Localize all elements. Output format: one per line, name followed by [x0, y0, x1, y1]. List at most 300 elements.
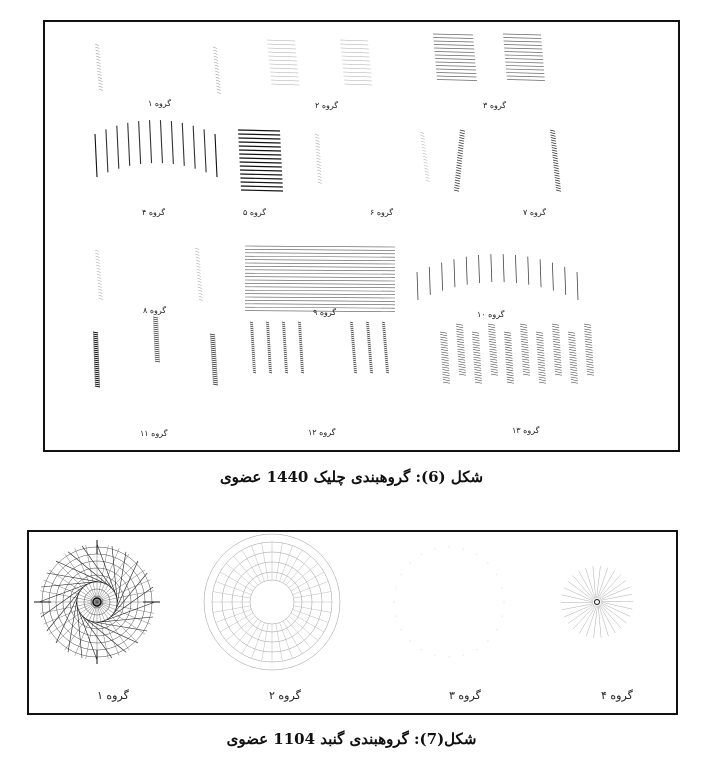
bar-member — [245, 266, 395, 267]
strip-member — [351, 336, 354, 337]
strip-member — [460, 135, 465, 136]
strip-member — [368, 346, 371, 347]
strip-member — [552, 324, 559, 325]
strip-member — [369, 364, 372, 365]
strip-member — [94, 352, 99, 353]
strip-member — [538, 357, 545, 358]
strip-member — [154, 339, 159, 340]
strip-member — [554, 170, 559, 171]
strip-member — [474, 362, 481, 363]
strip-member — [425, 177, 429, 179]
strip-member — [155, 353, 160, 354]
strip-member — [153, 325, 158, 326]
strip-member — [570, 370, 577, 371]
bar-member — [245, 294, 395, 295]
strip-member — [457, 334, 464, 335]
ring-line — [476, 649, 477, 650]
strip-member — [441, 342, 448, 343]
strip-member — [299, 334, 302, 335]
radial-member — [216, 581, 252, 594]
strip-member — [538, 370, 545, 371]
strip-member — [571, 377, 578, 378]
strip-member — [367, 336, 370, 337]
strip-member — [351, 338, 354, 339]
radial-member — [293, 581, 329, 594]
strip-member — [551, 140, 556, 141]
radial-member — [276, 624, 283, 661]
bar-member — [269, 60, 297, 61]
strip-member — [300, 354, 303, 355]
strip-member — [212, 360, 217, 361]
radial-member — [564, 604, 594, 617]
strip-member — [300, 360, 303, 361]
group-label-3: گروه ۳ — [483, 101, 507, 110]
strip-member — [266, 322, 269, 323]
strip-member — [367, 334, 370, 335]
strip-member — [504, 335, 511, 336]
strip-member — [553, 334, 560, 335]
bar-member — [239, 150, 281, 151]
strip-member — [267, 338, 270, 339]
strip-member — [504, 340, 511, 341]
strip-member — [584, 324, 591, 325]
strip-member — [473, 355, 480, 356]
strip-member — [368, 350, 371, 351]
strip-member — [253, 370, 256, 371]
strip-member — [505, 347, 512, 348]
strip-member — [98, 289, 102, 291]
strip-member — [213, 378, 218, 379]
radial-member — [597, 566, 601, 598]
strip-member — [570, 360, 577, 361]
group-label-7: گروه ۷ — [523, 208, 547, 217]
strip-member — [213, 384, 218, 385]
strip-member — [553, 160, 558, 161]
strip-member — [457, 337, 464, 338]
strip-member — [489, 334, 496, 335]
radial-member — [562, 595, 593, 602]
strip-member — [154, 335, 159, 336]
strip-member — [458, 155, 463, 156]
strip-member — [550, 133, 555, 134]
strip-member — [522, 349, 529, 350]
strip-member — [584, 329, 591, 330]
strip-member — [386, 366, 389, 367]
strip-member — [199, 296, 203, 298]
strip-member — [382, 324, 385, 325]
strip-member — [250, 322, 253, 323]
bar-member — [241, 182, 283, 183]
strip-member — [473, 345, 480, 346]
strip-member — [554, 359, 561, 360]
strip-member — [285, 370, 288, 371]
arch-member — [454, 259, 455, 287]
bar-member — [503, 34, 541, 35]
dome-group-label-4: گروه ۴ — [601, 689, 633, 702]
strip-member — [353, 364, 356, 365]
strip-member — [554, 173, 559, 174]
arch-member — [503, 254, 504, 282]
strip-member — [155, 355, 160, 356]
strip-member — [459, 145, 464, 146]
strip-member — [368, 352, 371, 353]
strip-member — [490, 354, 497, 355]
strip-member — [216, 77, 220, 79]
strip-member — [442, 362, 449, 363]
strip-member — [269, 364, 272, 365]
group-label-6: گروه ۶ — [370, 208, 394, 217]
arch-member — [491, 254, 492, 282]
strip-member — [210, 334, 215, 335]
strip-member — [538, 365, 545, 366]
strip-member — [421, 138, 425, 140]
strip-member — [555, 369, 562, 370]
strip-member — [197, 275, 201, 277]
strip-member — [354, 366, 357, 367]
radial-member — [226, 616, 255, 640]
bar-member — [270, 68, 298, 69]
strip-member — [384, 348, 387, 349]
strip-member — [251, 340, 254, 341]
strip-member — [315, 137, 319, 139]
strip-member — [196, 266, 200, 268]
strip-member — [97, 280, 101, 282]
bar-member — [271, 76, 299, 77]
group-label-9: گروه ۹ — [313, 308, 337, 317]
strip-member — [154, 341, 159, 342]
strip-member — [536, 332, 543, 333]
strip-member — [370, 368, 373, 369]
strip-member — [154, 347, 159, 348]
figure-7-caption: شکل(7): گروهبندی گنبد 1104 عضوی — [226, 730, 477, 748]
strip-member — [552, 332, 559, 333]
radial-member — [564, 588, 593, 601]
strip-member — [568, 332, 575, 333]
strip-member — [215, 68, 219, 70]
strip-member — [538, 360, 545, 361]
strip-member — [367, 332, 370, 333]
arch-member — [182, 123, 184, 166]
strip-member — [155, 351, 160, 352]
radial-member — [289, 616, 318, 640]
bar-member — [342, 60, 370, 61]
strip-member — [99, 89, 103, 91]
strip-member — [212, 366, 217, 367]
strip-member — [384, 344, 387, 345]
strip-member — [267, 336, 270, 337]
figure-7-panel — [27, 530, 678, 715]
strip-member — [284, 354, 287, 355]
bar-member — [434, 41, 474, 42]
strip-member — [459, 138, 464, 139]
arch-member — [528, 257, 529, 285]
strip-member — [507, 380, 514, 381]
strip-member — [536, 335, 543, 336]
strip-member — [457, 344, 464, 345]
strip-member — [472, 332, 479, 333]
dome-grouping-diagram — [29, 532, 676, 713]
strip-member — [284, 358, 287, 359]
strip-member — [505, 342, 512, 343]
strip-member — [155, 357, 160, 358]
strip-member — [216, 80, 220, 82]
strip-member — [491, 367, 498, 368]
figure-6-panel — [43, 20, 680, 452]
strip-member — [368, 344, 371, 345]
strip-member — [154, 337, 159, 338]
strip-member — [154, 343, 159, 344]
strip-member — [316, 143, 320, 145]
strip-member — [386, 368, 389, 369]
ring-line — [496, 629, 497, 630]
strip-member — [537, 345, 544, 346]
strip-member — [383, 334, 386, 335]
strip-member — [440, 337, 447, 338]
strip-member — [539, 380, 546, 381]
strip-member — [490, 359, 497, 360]
strip-member — [153, 323, 158, 324]
strip-member — [95, 44, 99, 46]
ring-line — [250, 580, 294, 624]
strip-member — [458, 354, 465, 355]
strip-member — [552, 153, 557, 154]
strip-member — [443, 377, 450, 378]
strip-member — [441, 347, 448, 348]
strip-member — [473, 350, 480, 351]
radial-member — [291, 572, 324, 591]
strip-member — [316, 152, 320, 154]
strip-member — [316, 158, 320, 160]
strip-member — [269, 370, 272, 371]
strip-member — [553, 337, 560, 338]
strip-member — [267, 334, 270, 335]
bar-member — [269, 56, 297, 57]
strip-member — [301, 370, 304, 371]
strip-member — [211, 348, 216, 349]
arch-member — [95, 134, 97, 177]
strip-member — [521, 339, 528, 340]
strip-member — [422, 147, 426, 149]
strip-member — [93, 334, 98, 335]
bar-member — [241, 186, 283, 187]
strip-member — [352, 346, 355, 347]
bar-member — [271, 80, 299, 81]
strip-member — [252, 356, 255, 357]
strip-member — [522, 354, 529, 355]
ring-line — [463, 548, 464, 549]
strip-member — [568, 335, 575, 336]
arch-member — [193, 126, 195, 169]
radial-member — [251, 546, 264, 582]
strip-member — [537, 342, 544, 343]
strip-member — [442, 372, 449, 373]
strip-member — [94, 360, 99, 361]
strip-member — [382, 328, 385, 329]
strip-member — [520, 324, 527, 325]
strip-member — [267, 340, 270, 341]
strip-member — [99, 86, 103, 88]
strip-member — [488, 332, 495, 333]
strip-member — [538, 362, 545, 363]
bar-member — [503, 38, 541, 39]
strip-member — [569, 345, 576, 346]
strip-member — [553, 342, 560, 343]
strip-member — [520, 329, 527, 330]
bar-member — [239, 154, 281, 155]
strip-member — [198, 281, 202, 283]
strip-member — [584, 327, 591, 328]
strip-member — [586, 359, 593, 360]
barrel-vault-grouping-diagram — [45, 22, 678, 450]
strip-member — [195, 248, 199, 250]
strip-member — [490, 364, 497, 365]
bar-member — [245, 246, 395, 247]
ring-line — [448, 656, 449, 657]
strip-member — [523, 369, 530, 370]
strip-member — [213, 376, 218, 377]
strip-member — [96, 265, 100, 267]
radial-member — [600, 587, 630, 600]
strip-member — [460, 130, 465, 131]
strip-member — [442, 370, 449, 371]
strip-member — [315, 134, 319, 136]
strip-member — [216, 86, 220, 88]
bar-member — [507, 76, 545, 77]
strip-member — [456, 332, 463, 333]
strip-member — [266, 330, 269, 331]
bar-member — [340, 40, 368, 41]
strip-member — [98, 74, 102, 76]
strip-member — [198, 284, 202, 286]
strip-member — [98, 283, 102, 285]
strip-member — [250, 330, 253, 331]
ring-line — [502, 587, 503, 588]
strip-member — [316, 155, 320, 157]
strip-member — [95, 376, 100, 377]
bar-member — [433, 38, 473, 39]
strip-member — [267, 344, 270, 345]
strip-member — [570, 367, 577, 368]
bar-member — [238, 130, 280, 131]
strip-member — [285, 368, 288, 369]
strip-member — [386, 372, 389, 373]
bar-member — [239, 142, 281, 143]
strip-member — [213, 50, 217, 52]
strip-member — [155, 359, 160, 360]
diagonal-member — [47, 573, 102, 582]
strip-member — [213, 382, 218, 383]
radial-member — [286, 556, 310, 585]
strip-member — [353, 354, 356, 355]
arch-member — [515, 255, 516, 283]
diagonal-member — [117, 552, 126, 607]
ring-line — [401, 574, 402, 575]
strip-member — [213, 47, 217, 49]
strip-member — [488, 324, 495, 325]
bar-member — [245, 277, 395, 278]
strip-member — [94, 368, 99, 369]
strip-member — [251, 342, 254, 343]
strip-member — [317, 161, 321, 163]
strip-member — [571, 380, 578, 381]
arch-member — [204, 129, 206, 172]
strip-member — [552, 327, 559, 328]
strip-member — [198, 287, 202, 289]
strip-member — [473, 342, 480, 343]
radial-member — [601, 603, 630, 616]
strip-member — [474, 370, 481, 371]
strip-member — [459, 374, 466, 375]
strip-member — [489, 337, 496, 338]
strip-member — [537, 347, 544, 348]
strip-member — [459, 372, 466, 373]
radial-member — [291, 613, 324, 632]
strip-member — [98, 286, 102, 288]
strip-member — [441, 350, 448, 351]
strip-member — [250, 328, 253, 329]
group-label-12: گروه ۱۲ — [308, 428, 336, 437]
strip-member — [585, 337, 592, 338]
strip-member — [539, 382, 546, 383]
strip-member — [570, 362, 577, 363]
bar-member — [238, 138, 280, 139]
bar-member — [267, 44, 295, 45]
strip-member — [441, 345, 448, 346]
bar-member — [245, 270, 395, 271]
strip-member — [251, 334, 254, 335]
strip-member — [489, 347, 496, 348]
strip-member — [95, 382, 100, 383]
strip-member — [457, 158, 462, 159]
strip-member — [97, 277, 101, 279]
strip-member — [351, 334, 354, 335]
strip-member — [426, 180, 430, 182]
strip-member — [491, 372, 498, 373]
bar-member — [344, 84, 372, 85]
strip-member — [299, 344, 302, 345]
radial-member — [286, 619, 310, 648]
strip-member — [317, 173, 321, 175]
arch-member — [540, 259, 541, 287]
strip-member — [215, 65, 219, 67]
strip-member — [422, 150, 426, 152]
strip-member — [300, 362, 303, 363]
radial-member — [56, 561, 97, 602]
strip-member — [441, 355, 448, 356]
strip-member — [252, 362, 255, 363]
strip-member — [455, 185, 460, 186]
strip-member — [154, 329, 159, 330]
bar-member — [271, 84, 299, 85]
strip-member — [93, 338, 98, 339]
strip-member — [198, 293, 202, 295]
bar-member — [245, 300, 395, 301]
strip-member — [95, 378, 100, 379]
strip-member — [384, 350, 387, 351]
strip-member — [353, 358, 356, 359]
strip-member — [96, 268, 100, 270]
strip-member — [570, 357, 577, 358]
strip-member — [251, 346, 254, 347]
strip-member — [554, 352, 561, 353]
group-label-2: گروه ۲ — [315, 101, 339, 110]
strip-member — [551, 138, 556, 139]
bar-member — [245, 290, 395, 291]
strip-member — [367, 338, 370, 339]
strip-member — [211, 352, 216, 353]
strip-member — [300, 352, 303, 353]
ring-line — [487, 563, 488, 564]
